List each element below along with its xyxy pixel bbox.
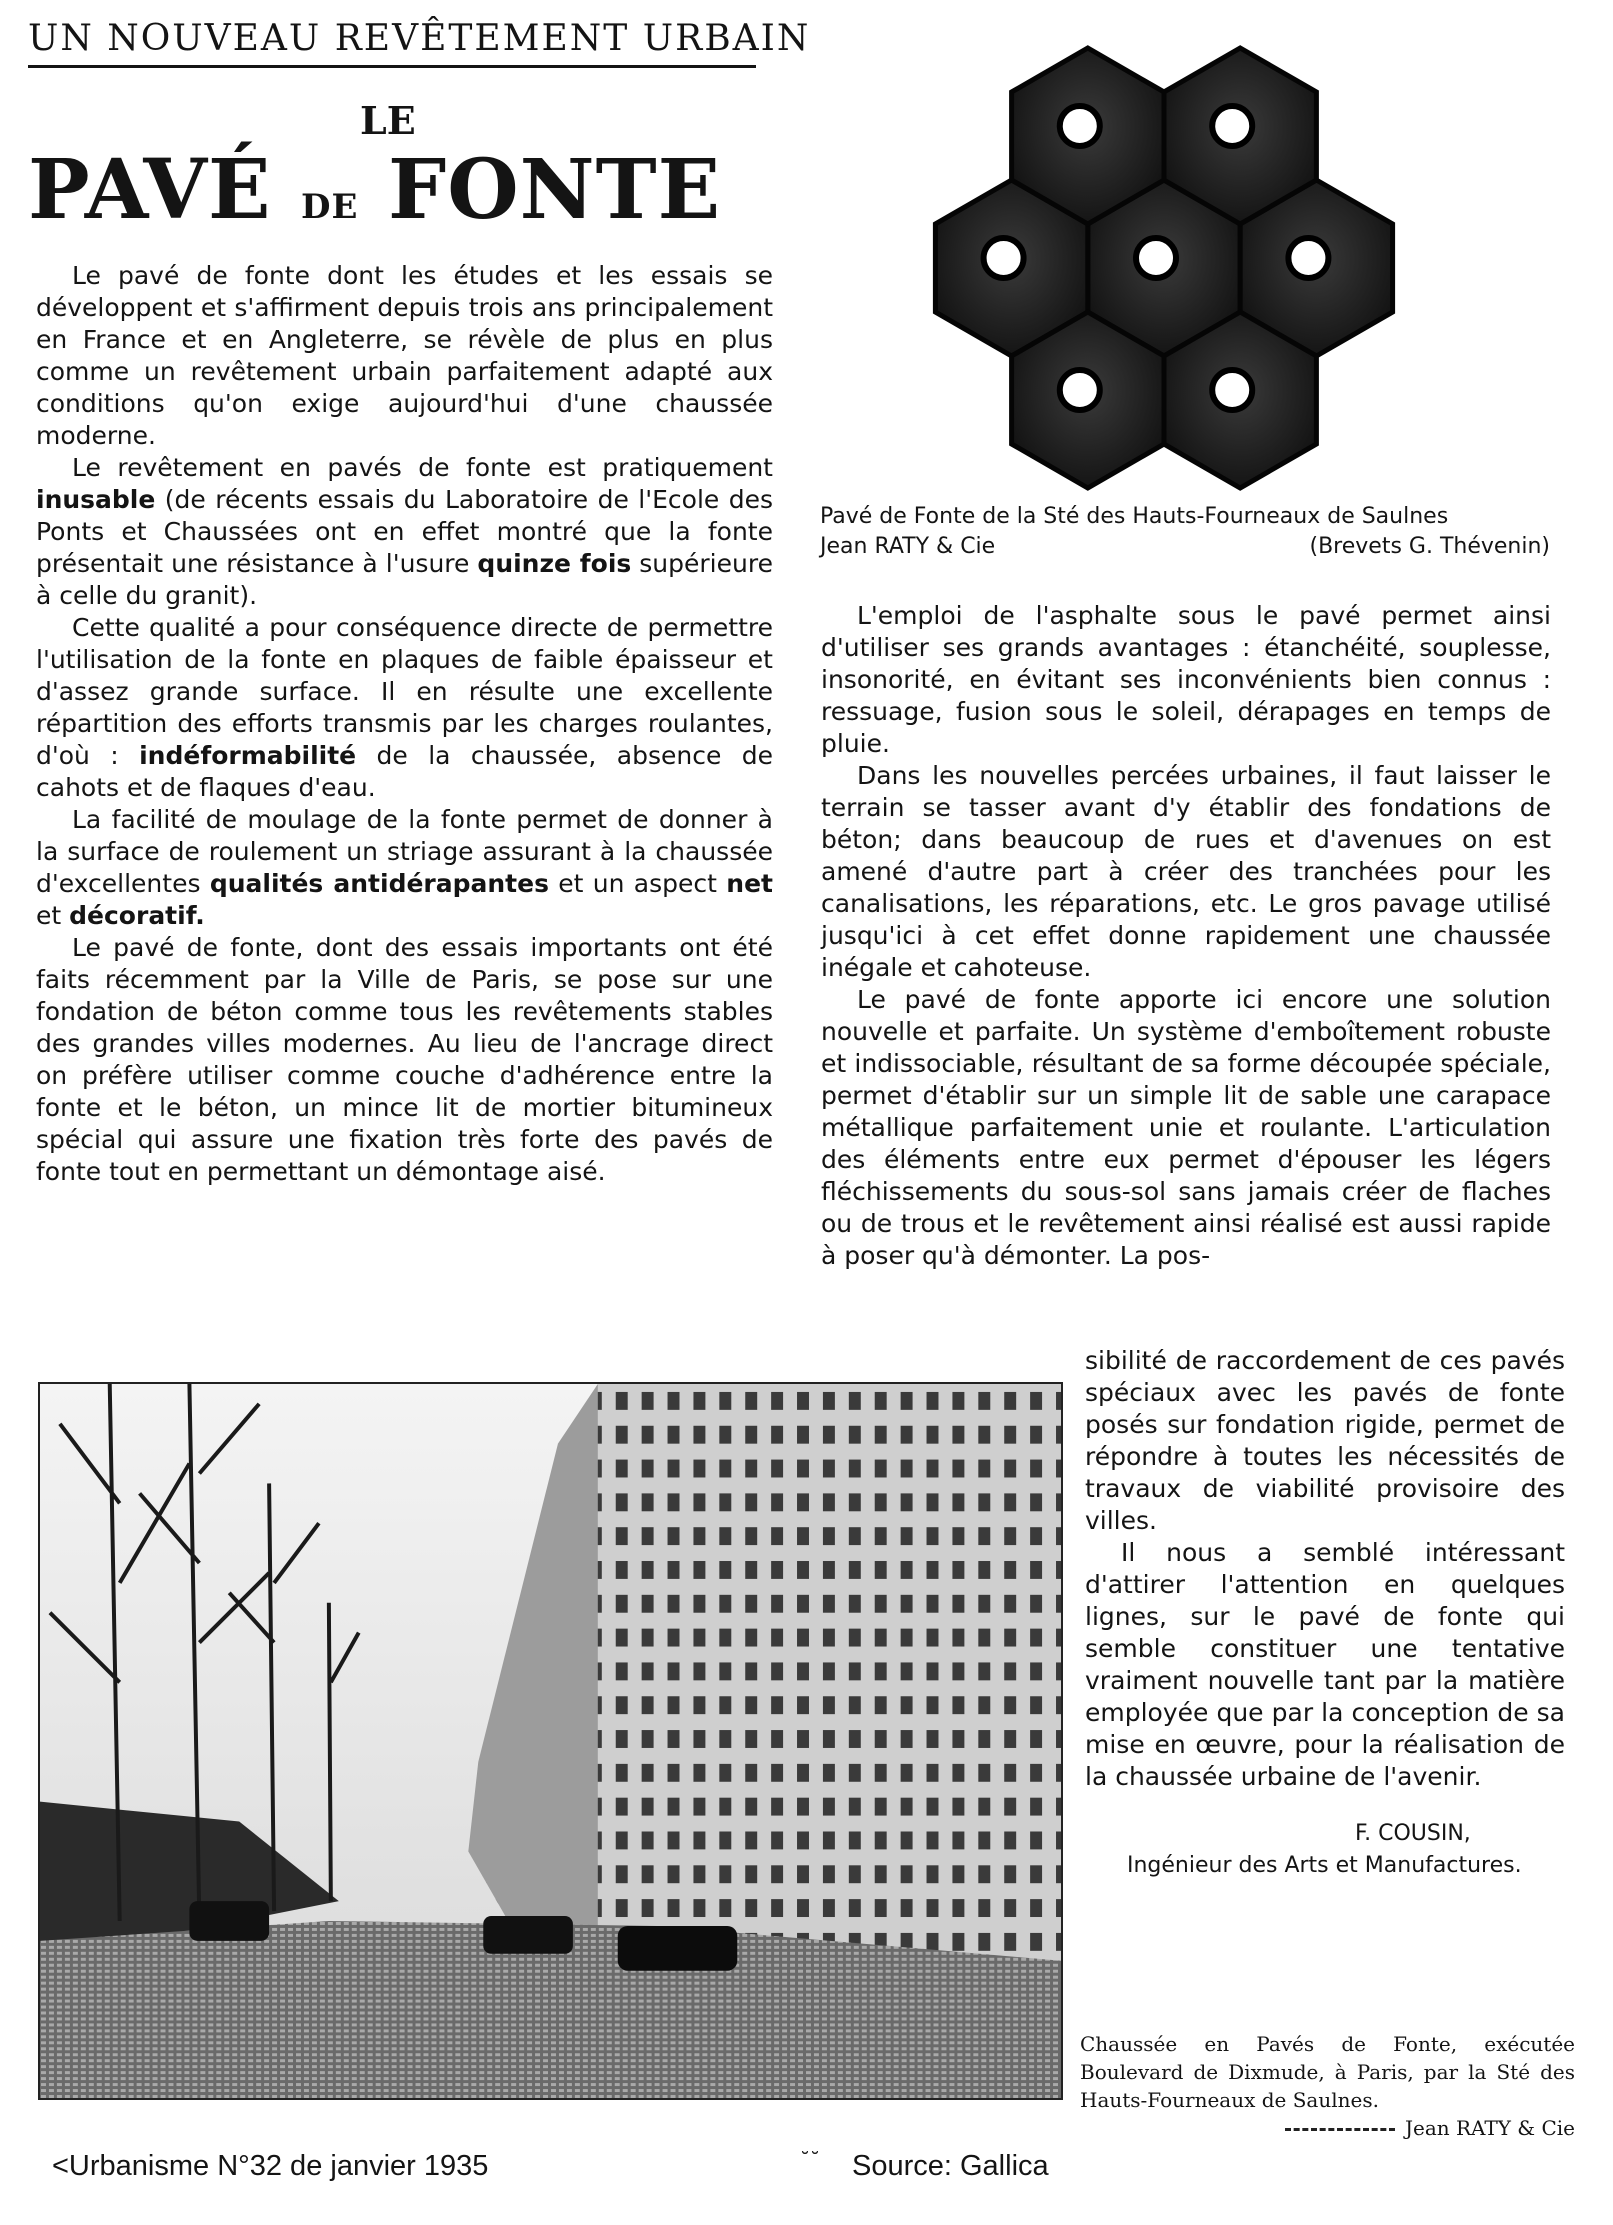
company-name: Jean RATY & Cie — [820, 534, 996, 559]
title-word-pave: PAVÉ — [28, 142, 272, 238]
paver-hole — [1212, 370, 1252, 410]
caption-row — [820, 532, 1550, 562]
title-word-fonte: FONTE — [388, 142, 722, 238]
caption-text: Chaussée en Pavés de Fonte, exécutée Boulevard de Dixmude, à Paris, par la Sté des Hauts-Fourneaux de Saulnes. — [1080, 2032, 1575, 2112]
text-run: Cette qualité a pour conséquence directe de permettre l'utilisation de la fonte en plaques de faible épaisseur et d'assez grande surface. Il en résulte une excellente répartition des efforts transmis par les charges roulantes, d'où : — [36, 613, 773, 770]
emphasis: décoratif. — [69, 901, 205, 930]
paragraph: L'emploi de l'asphalte sous le pavé permet ainsi d'utiliser ses grands avantages : étanchéité, souplesse, insonorité, en évitant ses inconvénients bien connus : ressuage, fusion sous le soleil, dérapages en temps de pluie. — [821, 601, 1551, 758]
text-run: La facilité de moulage de la fonte permet de donner à la surface de roulement un striage assurant à la chaussée d'excellentes — [36, 805, 773, 898]
text-run: Le revêtement en pavés de fonte est pratiquement — [72, 453, 773, 482]
patent-note: (Brevets G. Thévenin) — [1309, 534, 1550, 559]
footer-source-issue: <Urbanisme N°32 de janvier 1935 — [52, 2150, 489, 2182]
paver-hole — [984, 238, 1024, 278]
caption-company-row — [1080, 2114, 1575, 2142]
paragraph: Le pavé de fonte apporte ici encore une solution nouvelle et parfaite. Un système d'emboîtement robuste et indissociable, résultant de sa forme découpée spéciale, permet d'établir sur un simple lit de sable une carapace métallique parfaitement unie et roulante. L'articulation des éléments entre eux permet d'épouser les légers fléchissements du sous-sol sans jamais créer de flaches ou de trous et le revêtement ainsi réalisé est aussi rapide à poser qu'à démonter. La pos- — [821, 985, 1551, 1270]
emphasis: quinze fois — [477, 549, 632, 578]
cast-iron-paver-photo — [878, 30, 1450, 505]
company-name: Jean RATY & Cie — [1404, 2116, 1575, 2140]
article-signature — [1085, 1818, 1565, 1882]
paver-hole — [1212, 106, 1252, 146]
kicker-rule — [28, 65, 756, 68]
right-column-continued — [1085, 1345, 1565, 1793]
title-word-de: DE — [301, 187, 359, 227]
paragraph — [36, 452, 773, 612]
left-column — [36, 260, 773, 1188]
emphasis: net — [726, 869, 773, 898]
paragraph: Il nous a semblé intéressant d'attirer l'attention en quelques lignes, sur le pavé de fonte qui semble constituer une tentative vraiment nouvelle tant par la matière employée que par la conception de sa mise en œuvre, pour la réalisation de la chaussée urbaine de l'avenir. — [1085, 1538, 1565, 1791]
paver-hole — [1288, 238, 1328, 278]
page-title — [28, 142, 756, 238]
emphasis: indéformabilité — [139, 741, 357, 770]
text-run: supérieure à celle du granit). — [36, 549, 773, 610]
paragraph: Dans les nouvelles percées urbaines, il faut laisser le terrain se tasser avant d'y établir des fondations de béton; dans beaucoup de rues et d'avenues on est amené d'autre part à créer des tranchées pour les canalisations, les réparations, etc. Le gros pavage utilisé jusqu'ici à cet effet donne rapidement une chaussée inégale et cahoteuse. — [821, 761, 1551, 982]
title-article: LE — [360, 98, 416, 143]
emphasis: inusable — [36, 485, 156, 514]
paver-hole — [1060, 370, 1100, 410]
text-run: de la chaussée, absence de cahots et de flaques d'eau. — [36, 741, 773, 802]
emphasis: qualités antidérapantes — [209, 869, 549, 898]
paragraph: Le pavé de fonte dont les études et les essais se développent et s'affirment depuis trois ans principalement en France et en Angleterre, se révèle de plus en plus comme un revêtement urbain parfaitement adapté aux conditions qu'on exige aujourd'hui d'une chaussée moderne. — [36, 261, 773, 450]
paragraph — [36, 612, 773, 804]
text-run: et — [36, 901, 70, 930]
dashed-rule — [1285, 2128, 1395, 2131]
text-run: et un aspect — [548, 869, 727, 898]
caption-line: Pavé de Fonte de la Sté des Hauts-Fourneaux de Saulnes — [820, 504, 1449, 529]
author-title: Ingénieur des Arts et Manufactures. — [1127, 1853, 1522, 1878]
paver-hole — [1060, 106, 1100, 146]
text-run: (de récents essais du Laboratoire de l'Ecole des Ponts et Chaussées ont en effet montré que la fonte présentait une résistance à l'usure — [36, 485, 773, 578]
tile-photo-caption — [820, 502, 1550, 562]
article-kicker: UN NOUVEAU REVÊTEMENT URBAIN — [28, 18, 811, 59]
footer-source-credit: Source: Gallica — [852, 2150, 1049, 2182]
street-photo — [38, 1382, 1063, 2100]
right-column — [821, 600, 1551, 1272]
street-photo-caption — [1080, 2030, 1575, 2142]
footer-mark: ˘˘ — [800, 2148, 820, 2172]
author-name: F. COUSIN, — [1355, 1821, 1471, 1846]
paragraph: sibilité de raccordement de ces pavés spéciaux avec les pavés de fonte posés sur fondation rigide, permet de répondre à toutes les nécessités de travaux de viabilité provisoire des villes. — [1085, 1346, 1565, 1535]
paver-hole — [1136, 238, 1176, 278]
paragraph — [36, 804, 773, 932]
paragraph: Le pavé de fonte, dont des essais importants ont été faits récemment par la Ville de Paris, se pose sur une fondation de béton comme tous les revêtements stables des grandes villes modernes. Au lieu de l'ancrage direct on préfère utiliser comme couche d'adhérence entre la fonte et le béton, un mince lit de mortier bitumineux spécial qui assure une fixation très forte des pavés de fonte tout en permettant un démontage aisé. — [36, 933, 773, 1186]
